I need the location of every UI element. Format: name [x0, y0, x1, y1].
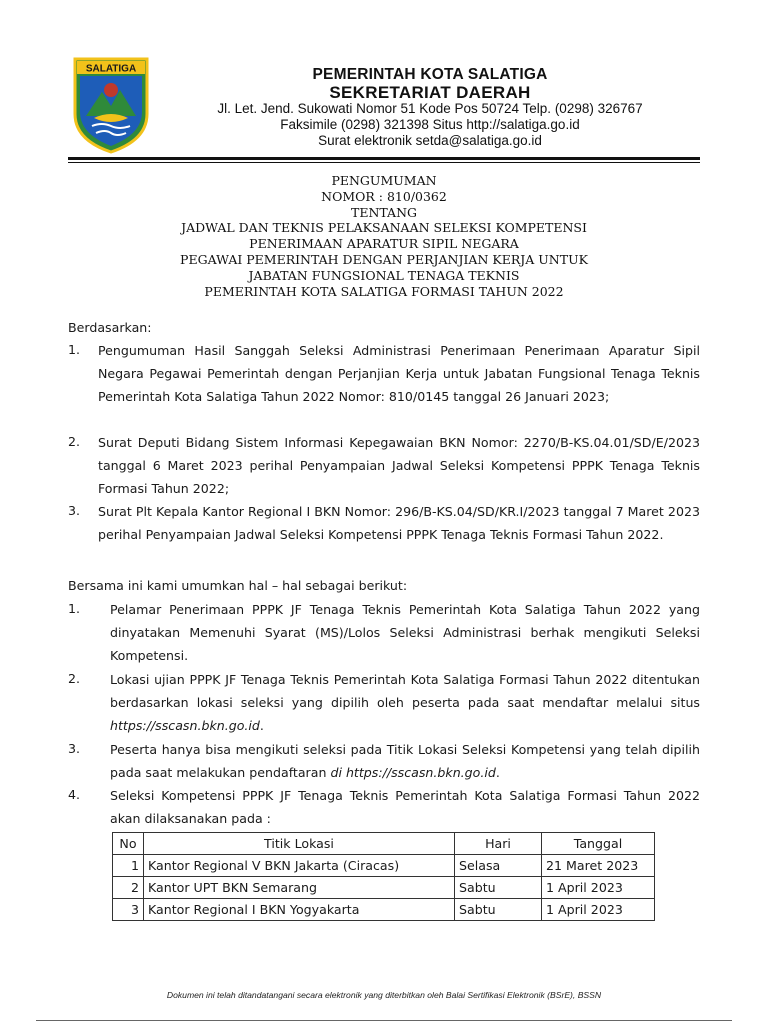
cell-day: Sabtu — [455, 877, 542, 899]
item-number: 2. — [68, 434, 81, 449]
title-line: PENGUMUMAN — [331, 173, 437, 188]
item-number: 4. — [68, 787, 81, 802]
cell-date: 21 Maret 2023 — [542, 855, 655, 877]
title-line: PENERIMAAN APARATUR SIPIL NEGARA — [249, 236, 519, 252]
e-signature-footer: Dokumen ini telah ditandatangani secara elektronik yang diterbitkan oleh Balai Sertifikasi Elektronik (BSrE), BSSN — [166, 990, 602, 1000]
col-header-location: Titik Lokasi — [144, 833, 455, 855]
cell-no: 2 — [113, 877, 144, 899]
col-header-day: Hari — [455, 833, 542, 855]
cell-no: 1 — [113, 855, 144, 877]
item-text — [110, 668, 700, 738]
item-text: Pengumuman Hasil Sanggah Seleksi Administrasi Penerimaan Penerimaan Aparatur Sipil Negara Pegawai Pemerintah dengan Perjanjian Kerja untuk Jabatan Fungsional Tenaga Teknis Pemerintah Kota Salatiga Tahun 2022 Nomor: 810/0145 tanggal 26 Januari 2023; — [98, 343, 700, 405]
letterhead-government: PEMERINTAH KOTA SALATIGA — [312, 66, 548, 83]
cell-no: 3 — [113, 899, 144, 921]
item-number: 3. — [68, 741, 81, 756]
schedule-table — [112, 832, 655, 921]
item-number: 3. — [68, 503, 81, 518]
item-number: 1. — [68, 601, 81, 616]
item-text — [110, 738, 700, 784]
cell-date: 1 April 2023 — [542, 877, 655, 899]
cell-location: Kantor Regional V BKN Jakarta (Ciracas) — [144, 855, 455, 877]
item-text: Pelamar Penerimaan PPPK JF Tenaga Teknis Pemerintah Kota Salatiga Tahun 2022 yang dinyatakan Memenuhi Syarat (MS)/Lolos Seleksi Administrasi berhak mengikuti Seleksi Kompetensi. — [110, 602, 700, 664]
letterhead-rule-thick — [68, 157, 700, 160]
announcement-title — [68, 173, 700, 299]
letterhead-secretariat: SEKRETARIAT DAERAH — [329, 83, 531, 102]
sscasn-link[interactable]: https://sscasn.bkn.go.id — [110, 718, 260, 734]
announce-label: Bersama ini kami umumkan hal – hal sebagai berikut: — [68, 578, 408, 593]
table-header-row — [113, 833, 655, 855]
item-text: Surat Deputi Bidang Sistem Informasi Kepegawaian BKN Nomor: 2270/B-KS.04.01/SD/E/2023 tanggal 6 Maret 2023 perihal Penyampaian Jadwal Seleksi Kompetensi PPPK Tenaga Teknis Formasi Tahun 2022; — [98, 435, 700, 497]
cell-day: Sabtu — [455, 899, 542, 921]
table-row — [113, 855, 655, 877]
item-text: Surat Plt Kepala Kantor Regional I BKN Nomor: 296/B-KS.04/SD/KR.I/2023 tanggal 7 Maret 2023 perihal Penyampaian Jadwal Seleksi Kompetensi PPPK Tenaga Teknis Formasi Tahun 2022. — [98, 504, 700, 543]
basis-label: Berdasarkan: — [68, 320, 152, 335]
cell-location: Kantor UPT BKN Semarang — [144, 877, 455, 899]
logo-text: SALATIGA — [85, 63, 137, 75]
item-text-main: Lokasi ujian PPPK JF Tenaga Teknis Pemerintah Kota Salatiga Formasi Tahun 2022 ditentukan berdasarkan lokasi seleksi yang dipilih oleh peserta pada saat mendaftar melalui situs — [110, 672, 700, 711]
item-number: 1. — [68, 342, 81, 357]
item-text-end: . — [259, 718, 264, 734]
cell-location: Kantor Regional I BKN Yogyakarta — [144, 899, 455, 921]
letterhead-rule-thin — [68, 162, 700, 163]
letterhead-fax-website: Faksimile (0298) 321398 Situs http://salatiga.go.id — [280, 117, 580, 132]
title-line: JABATAN FUNGSIONAL TENAGA TEKNIS — [248, 267, 520, 283]
table-row — [113, 877, 655, 899]
cell-day: Selasa — [455, 855, 542, 877]
letterhead-email: Surat elektronik setda@salatiga.go.id — [318, 133, 542, 148]
title-line: PEMERINTAH KOTA SALATIGA FORMASI TAHUN 2022 — [204, 283, 564, 299]
col-header-no: No — [113, 833, 144, 855]
title-number: NOMOR : 810/0362 — [321, 188, 447, 204]
item-text-main: Peserta hanya bisa mengikuti seleksi pada Titik Lokasi Seleksi Kompetensi yang telah dipilih pada saat melakukan pendaftaran — [110, 742, 700, 781]
title-line: JADWAL DAN TEKNIS PELAKSANAAN SELEKSI KOMPETENSI — [181, 220, 587, 236]
title-line: PEGAWAI PEMERINTAH DENGAN PERJANJIAN KERJA UNTUK — [180, 251, 588, 267]
page-bottom-rule — [36, 1020, 732, 1021]
cell-date: 1 April 2023 — [542, 899, 655, 921]
item-text: Seleksi Kompetensi PPPK JF Tenaga Teknis Pemerintah Kota Salatiga Formasi Tahun 2022 akan dilaksanakan pada : — [110, 788, 700, 827]
col-header-date: Tanggal — [542, 833, 655, 855]
item-text-end: . — [495, 765, 500, 781]
table-row — [113, 899, 655, 921]
title-line: TENTANG — [350, 204, 417, 220]
salatiga-coat-of-arms-logo — [72, 56, 150, 154]
sscasn-link[interactable]: di https://sscasn.bkn.go.id — [330, 765, 496, 781]
item-number: 2. — [68, 671, 81, 686]
letterhead-address: Jl. Let. Jend. Sukowati Nomor 51 Kode Pos 50724 Telp. (0298) 326767 — [217, 101, 643, 116]
